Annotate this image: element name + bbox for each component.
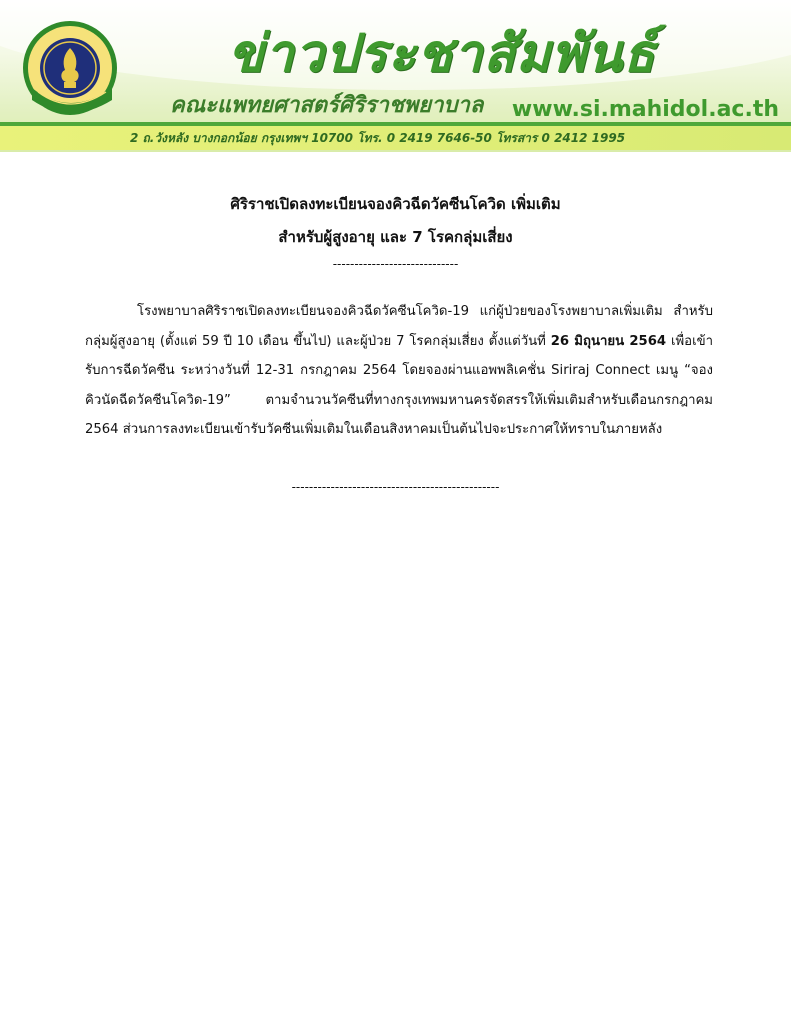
website-link[interactable]: www.si.mahidol.ac.th xyxy=(511,97,779,122)
paragraph-text-start: โรงพยาบาลศิริราชเปิดลงทะเบียนจองคิวฉีดวัคซีนโควิด-19 แก่ผู้ป่วยของโรงพยาบาลเพิ่มเติม สำหรับกลุ่มผู้สูงอายุ (ตั้งแต่ 59 ปี 10 เดือน ขึ้นไป) และผู้ป่วย 7 โรคกลุ่มเสี่ยง ตั้งแต่วันที่ xyxy=(85,304,713,349)
end-divider: ------------------------------------------------ xyxy=(291,480,500,494)
title-divider: ----------------------------- xyxy=(332,257,459,271)
address-bar xyxy=(0,126,791,150)
press-release-header xyxy=(0,0,791,152)
registration-start-date: 26 มิถุนายน 2564 xyxy=(550,333,667,349)
faculty-name: คณะแพทยศาสตร์ศิริราชพยาบาล xyxy=(170,93,484,118)
siriraj-faculty-seal-icon xyxy=(20,18,124,122)
announcement-paragraph xyxy=(85,297,713,445)
paragraph-text-end: เพื่อเข้ารับการฉีดวัคซีน ระหว่างวันที่ 12-31 กรกฎาคม 2564 โดยจองผ่านแอพพลิเคชั่น Siriraj Connect เมนู “จองคิวนัดฉีดวัคซีนโควิด-19” ตามจำนวนวัคซีนที่ทางกรุงเทพมหานครจัดสรรให้เพิ่มเติมสำหรับเดือนกรกฎาคม 2564 ส่วนการลงทะเบียนเข้ารับวัคซีนเพิ่มเติมในเดือนสิงหาคมเป็นต้นไปจะประกาศให้ทราบในภายหลัง xyxy=(85,333,713,438)
contact-address: 2 ถ.วังหลัง บางกอกน้อย กรุงเทพฯ 10700 โทร. 0 2419 7646-50 โทรสาร 0 2412 1995 xyxy=(130,131,626,145)
masthead-title: ข่าวประชาสัมพันธ์ xyxy=(228,24,656,84)
document-title: ศิริราชเปิดลงทะเบียนจองคิวฉีดวัคซีนโควิด เพิ่มเติม xyxy=(230,195,561,213)
document-subtitle: สำหรับผู้สูงอายุ และ 7 โรคกลุ่มเสี่ยง xyxy=(278,228,513,246)
